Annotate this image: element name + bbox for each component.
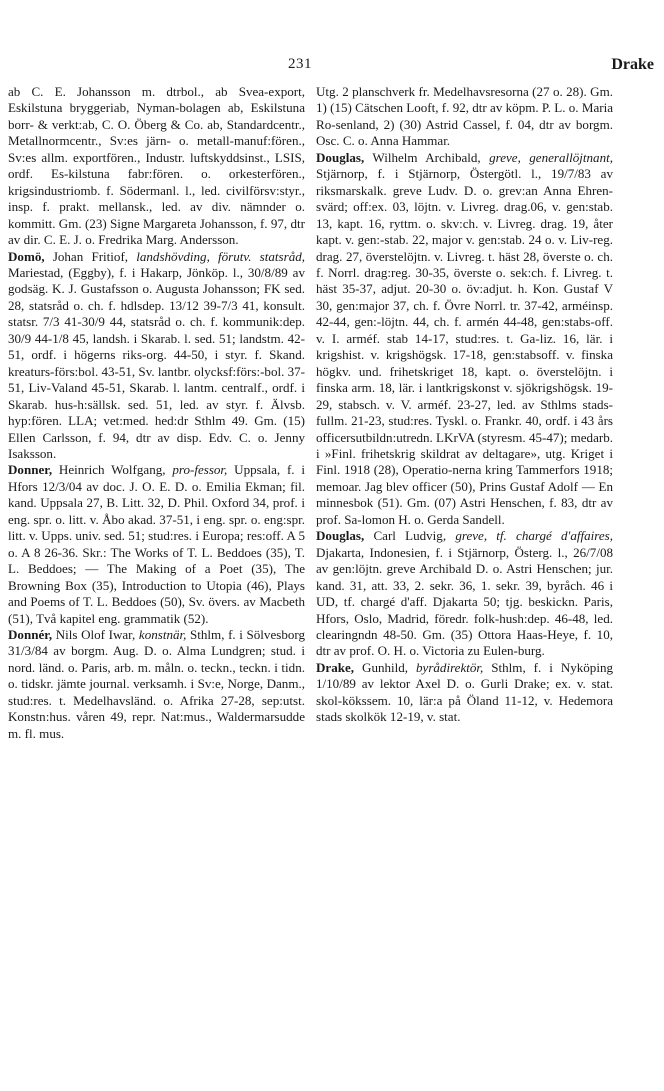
entry-title: konstnär, [138,626,187,642]
biography-entry [8,84,305,249]
entry-surname: Douglas, [316,149,365,165]
biography-entry [8,627,305,742]
entry-body: Sthlm, f. i Nyköping 1/10/89 av lektor Axel D. o. Gurli Drake; ex. v. stat. skol-kökssem. 10, lär:a på Öland 11-12, v. Hedemora stads skolkök 12-19, v. stat. [316,659,614,725]
biography-entry [8,462,305,627]
entry-body: Sthlm, f. i Sölvesborg 31/3/84 av borgm. Aug. D. o. Alma Lundgren; stud. i nord. länd. o. Paris, arb. m. måln. o. teckn., teckn. i tidn. o. tidskr. jämte journal. verksamh. i Sv:e, Norge, Danm., stud:res. t. Medelhavsländ. o. Afrika 27-28, sep:utst. Konstn:hus. våren 49, repr. Nat:mus., Waldermarsudde m. fl. mus. [8,626,306,741]
entry-body: Utg. 2 planschverk fr. Medelhavsresorna (27 o. 28). Gm. 1) (15) Cätschen Looft, f. 92, dtr av köpm. P. L. o. Maria Ro-senland, 2) (30) Astrid Cassel, f. 04, dtr av borgm. Osc. C. o. Anna Hammar. [316,84,613,149]
entry-surname: Drake, [316,659,355,675]
entry-body: Mariestad, (Eggby), f. i Hakarp, Jönköp. l., 30/8/89 av godsäg. K. J. Gustafsson o. Augusta Johansson; FK sed. 28, statsråd o. ch. f. hdlsdep. 13/12 39-7/3 41, konsult. statsr. 7/3 41-30/9 44, statsråd o. ch. f. kommunik:dep. 30/9 44-1/8 45, landsh. i Skarab. l. sed. 51; landstm. 42-51, ordf. i högerns riks-org. 44-50, i styr. f. Skand. kreaturs-förs:bol. 43-51, Sv. lantbr. olycksf:förs:-bol. 37-51, Liv-Valand 45-51, Skarab. l. lantm. centralf., ordf. i Skarab. hus-h:sällsk. sed. 51, led. av styr. f. Älvsb. hyp:fören. LLA; vet:med. hed:dr Sthlm 49. Gm. (15) Ellen Carlsson, f. 94, dtr av disp. Edv. C. o. Jenny Isaksson. [8,264,306,461]
right-column [316,84,613,726]
entry-title: greve, generallöjtnant, [489,149,613,165]
left-column [8,84,305,742]
entry-body: ab C. E. Johansson m. dtrbol., ab Svea-export, Eskilstuna bryggeriab, Nyman-bolagen ab, Eskilstuna borr- & verkt:ab, C. O. Öberg & Co. ab, Standardcentr., Metallnormcentr., Sv:es järn- o. metall-manuf:fören., Sv:es allm. exportfören., Industr. luftskyddsinst., LSIS, ordf. Es-kilstuna fabr:fören. o. orkesterfören., krigsindustriomb. f. Södermanl. l., led. civilförsv:styr., insp. f. prakt. mellansk., led. av div. nämnder o. kommitt. Gm. (23) Signe Margareta Johansson, f. 97, dtr av dir. C. E. J. o. Fredrika Marg. Andersson. [8,84,305,248]
page-header [0,56,664,78]
entry-title: byrådirektör, [416,659,484,675]
entry-first-names: Wilhelm Archibald, [372,149,481,165]
biography-entry [316,660,613,726]
entry-first-names: Johan Fritiof, [52,248,129,264]
entry-surname: Donner, [8,462,53,478]
running-head: Drake [611,56,654,73]
page-number: 231 [288,56,312,72]
entry-first-names: Carl Ludvig, [373,528,447,544]
entry-surname: Donnér, [8,626,53,642]
entry-first-names: Nils Olof Iwar, [55,626,136,642]
biography-entry [316,84,613,150]
entry-surname: Douglas, [316,528,365,544]
biography-entry [316,150,613,528]
entry-body: Djakarta, Indonesien, f. i Stjärnorp, Österg. l., 26/7/08 av gen:löjtn. greve Archibald D. o. Astri Henschen; jur. kand. 31, att. 33, 2. sekr. 36, 1. sekr. 39, byråch. 46 i UD, tf. chargé d'aff. Djakarta 50; tjg. beskickn. Paris, Hfors, Oslo, Madrid, föredr. folk-hush:dep. 46-48, led. clearingndn 48-50. Gm. (35) Ottora Haas-Heye, f. 10, dtr av prof. O. H. o. Victoria zu Eulen-burg. [316,544,613,659]
entry-title: pro-fessor, [172,462,228,478]
entry-first-names: Heinrich Wolfgang, [58,462,166,478]
entry-title: landshövding, förutv. statsråd, [136,248,305,264]
biography-entry [8,249,305,463]
entry-surname: Domö, [8,248,45,264]
entry-body: Uppsala, f. i Hfors 12/3/04 av doc. J. O. E. D. o. Emilia Ekman; fil. kand. Uppsala 27, B. Litt. 32, D. Phil. Oxford 34, prof. i eng. spr. o. litt. v. Åbo akad. 37-51, i eng. spr. o. eng:spr. litt. v. Upps. univ. sed. 51; stud:res. i Europa; res:off. A 5 o. A 8 26-36. Skr.: The Works of T. L. Beddoes (35), T. L. Beddoes; — The Making of a Poet (35), The Browning Box (35), Introduction to Utopia (46), Plays and Poems of T. L. Beddoes (50), Sv. övers. av Macbeth (51), Två kapitel eng. grammatik (52). [8,462,305,626]
entry-first-names: Gunhild, [362,659,409,675]
entry-title: greve, tf. chargé d'affaires, [455,528,613,544]
entry-body: Stjärnorp, f. i Stjärnorp, Östergötl. l., 19/7/83 av riksmarskalk. greve Ludv. D. o. grev:an Anna Ehren-svärd; off:ex. 03, löjtn. v. Livreg. drag.06, v. gen:stab. 13, kapt. 16, ryttm. o. skv:ch. v. Livreg. drag. 19, åter kapt. v. gen:-stab. 22, major v. gen:stab. 24 o. v. Liv-reg. drag. 27, överstelöjtn. v. Livreg. t. häst 28, överste o. ch. f. Norrl. drag:reg. 30-35, överste o. sek:ch. f. Livreg. t. häst 35-37, adjut. 20-30 o. öv:adjut. h. Kon. Gustaf V 30, gen:major 37, ch. f. Övre Norrl. tr. 37-42, arméinsp. 42-44, gen:-löjtn. 44, ch. f. armén 44-48, gen:stabs-off. v. I. arméf. stab 14-17, stud:res. t. Ga-liz. 16, lär. i krigshist. v. krigshögsk. 17-18, gen:stabsoff. v. finska högkv. und. frihetskriget 18, kapt. o. överstelöjtn. i finska arm. 18, lär. i lantkrigskonst v. sjökrigshögsk. 19-29, stabsch. v. V. arméf. 23-27, led. av Sthlms stads-fullm. 21-23, stud:res. Tyskl. o. Frankr. 40, ordf. i 43 års officersutbildn:utredn. LKrVA (styresm. 45-47); medarb. i »Finl. frihetskrig skildrat av deltagare», utg. Kriget i Finl. 1918 (28), Operatio-nerna kring Tammerfors 1918; memoar. Jag blev officer (50), Prins Gustaf Adolf — En minnesbok (51). Gm. (07) Astri Henschen, f. 83, dtr av prof. Sa-lomon H. o. Gerda Sandell. [316,166,614,527]
biography-entry [316,528,613,660]
